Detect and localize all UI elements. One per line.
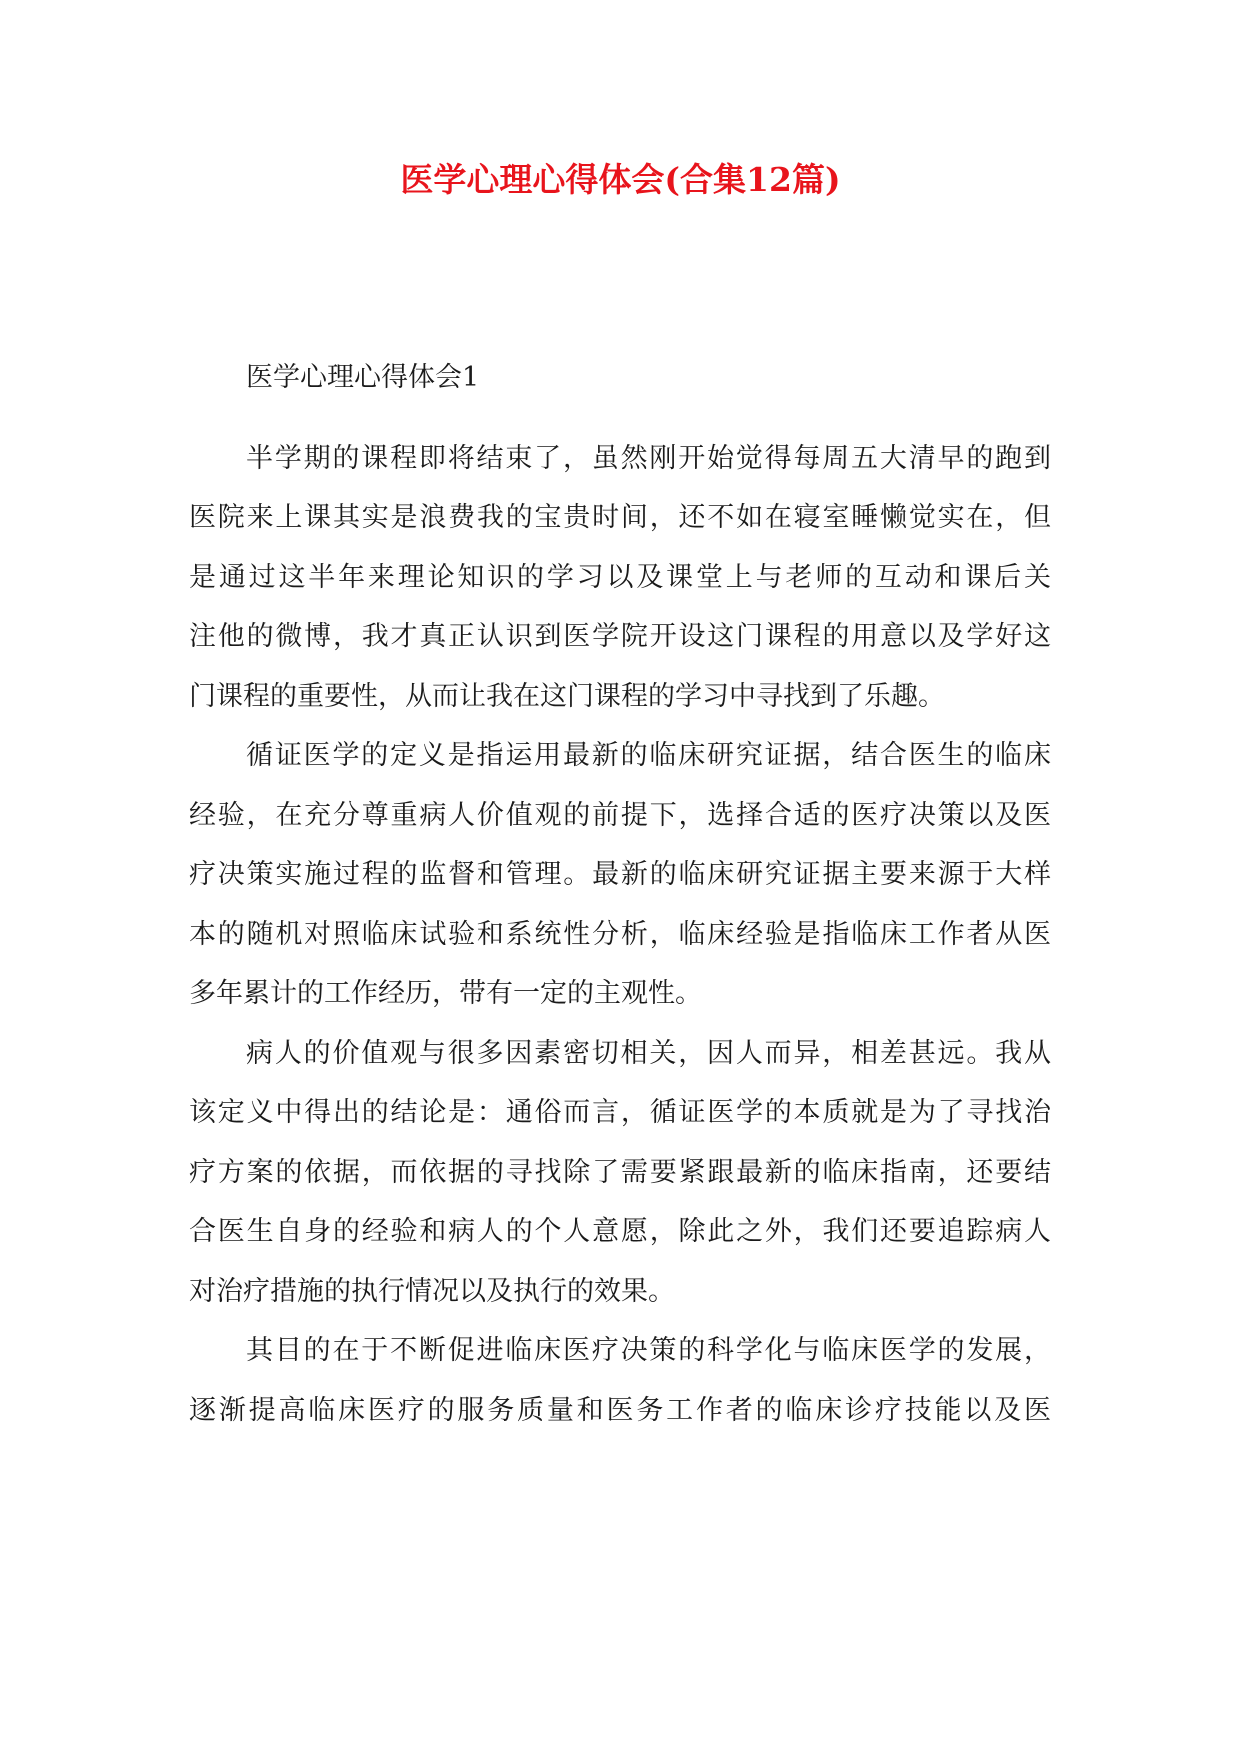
paragraph-3-line-5: 对治疗措施的执行情况以及执行的效果。 bbox=[189, 1276, 675, 1307]
paragraph-3-line-1: 病人的价值观与很多因素密切相关，因人而异，相差甚远。我从 bbox=[246, 1038, 1051, 1069]
paragraph-4-line-1: 其目的在于不断促进临床医疗决策的科学化与临床医学的发展， bbox=[246, 1335, 1051, 1366]
paragraph-2-line-2: 经验，在充分尊重病人价值观的前提下，选择合适的医疗决策以及医 bbox=[189, 800, 1051, 831]
paragraph-3-line-4: 合医生自身的经验和病人的个人意愿，除此之外，我们还要追踪病人 bbox=[189, 1216, 1051, 1247]
paragraph-2-line-1: 循证医学的定义是指运用最新的临床研究证据，结合医生的临床 bbox=[246, 740, 1051, 771]
paragraph-4-line-2: 逐渐提高临床医疗的服务质量和医务工作者的临床诊疗技能以及医 bbox=[189, 1395, 1051, 1426]
paragraph-1-line-5: 门课程的重要性，从而让我在这门课程的学习中寻找到了乐趣。 bbox=[189, 681, 945, 712]
section-heading: 医学心理心得体会1 bbox=[246, 362, 480, 393]
paragraph-3-line-3: 疗方案的依据，而依据的寻找除了需要紧跟最新的临床指南，还要结 bbox=[189, 1157, 1051, 1188]
paragraph-2-line-5: 多年累计的工作经历，带有一定的主观性。 bbox=[189, 978, 702, 1009]
paragraph-1-line-2: 医院来上课其实是浪费我的宝贵时间，还不如在寝室睡懒觉实在，但 bbox=[189, 502, 1051, 533]
document-title: 医学心理心得体会(合集12篇) bbox=[400, 160, 841, 199]
paragraph-1-line-1: 半学期的课程即将结束了，虽然刚开始觉得每周五大清早的跑到 bbox=[246, 443, 1051, 474]
paragraph-2-line-3: 疗决策实施过程的监督和管理。最新的临床研究证据主要来源于大样 bbox=[189, 859, 1051, 890]
paragraph-1-line-4: 注他的微博，我才真正认识到医学院开设这门课程的用意以及学好这 bbox=[189, 621, 1051, 652]
paragraph-1-line-3: 是通过这半年来理论知识的学习以及课堂上与老师的互动和课后关 bbox=[189, 562, 1051, 593]
paragraph-2-line-4: 本的随机对照临床试验和系统性分析，临床经验是指临床工作者从医 bbox=[189, 919, 1051, 950]
paragraph-3-line-2: 该定义中得出的结论是：通俗而言，循证医学的本质就是为了寻找治 bbox=[189, 1097, 1051, 1128]
